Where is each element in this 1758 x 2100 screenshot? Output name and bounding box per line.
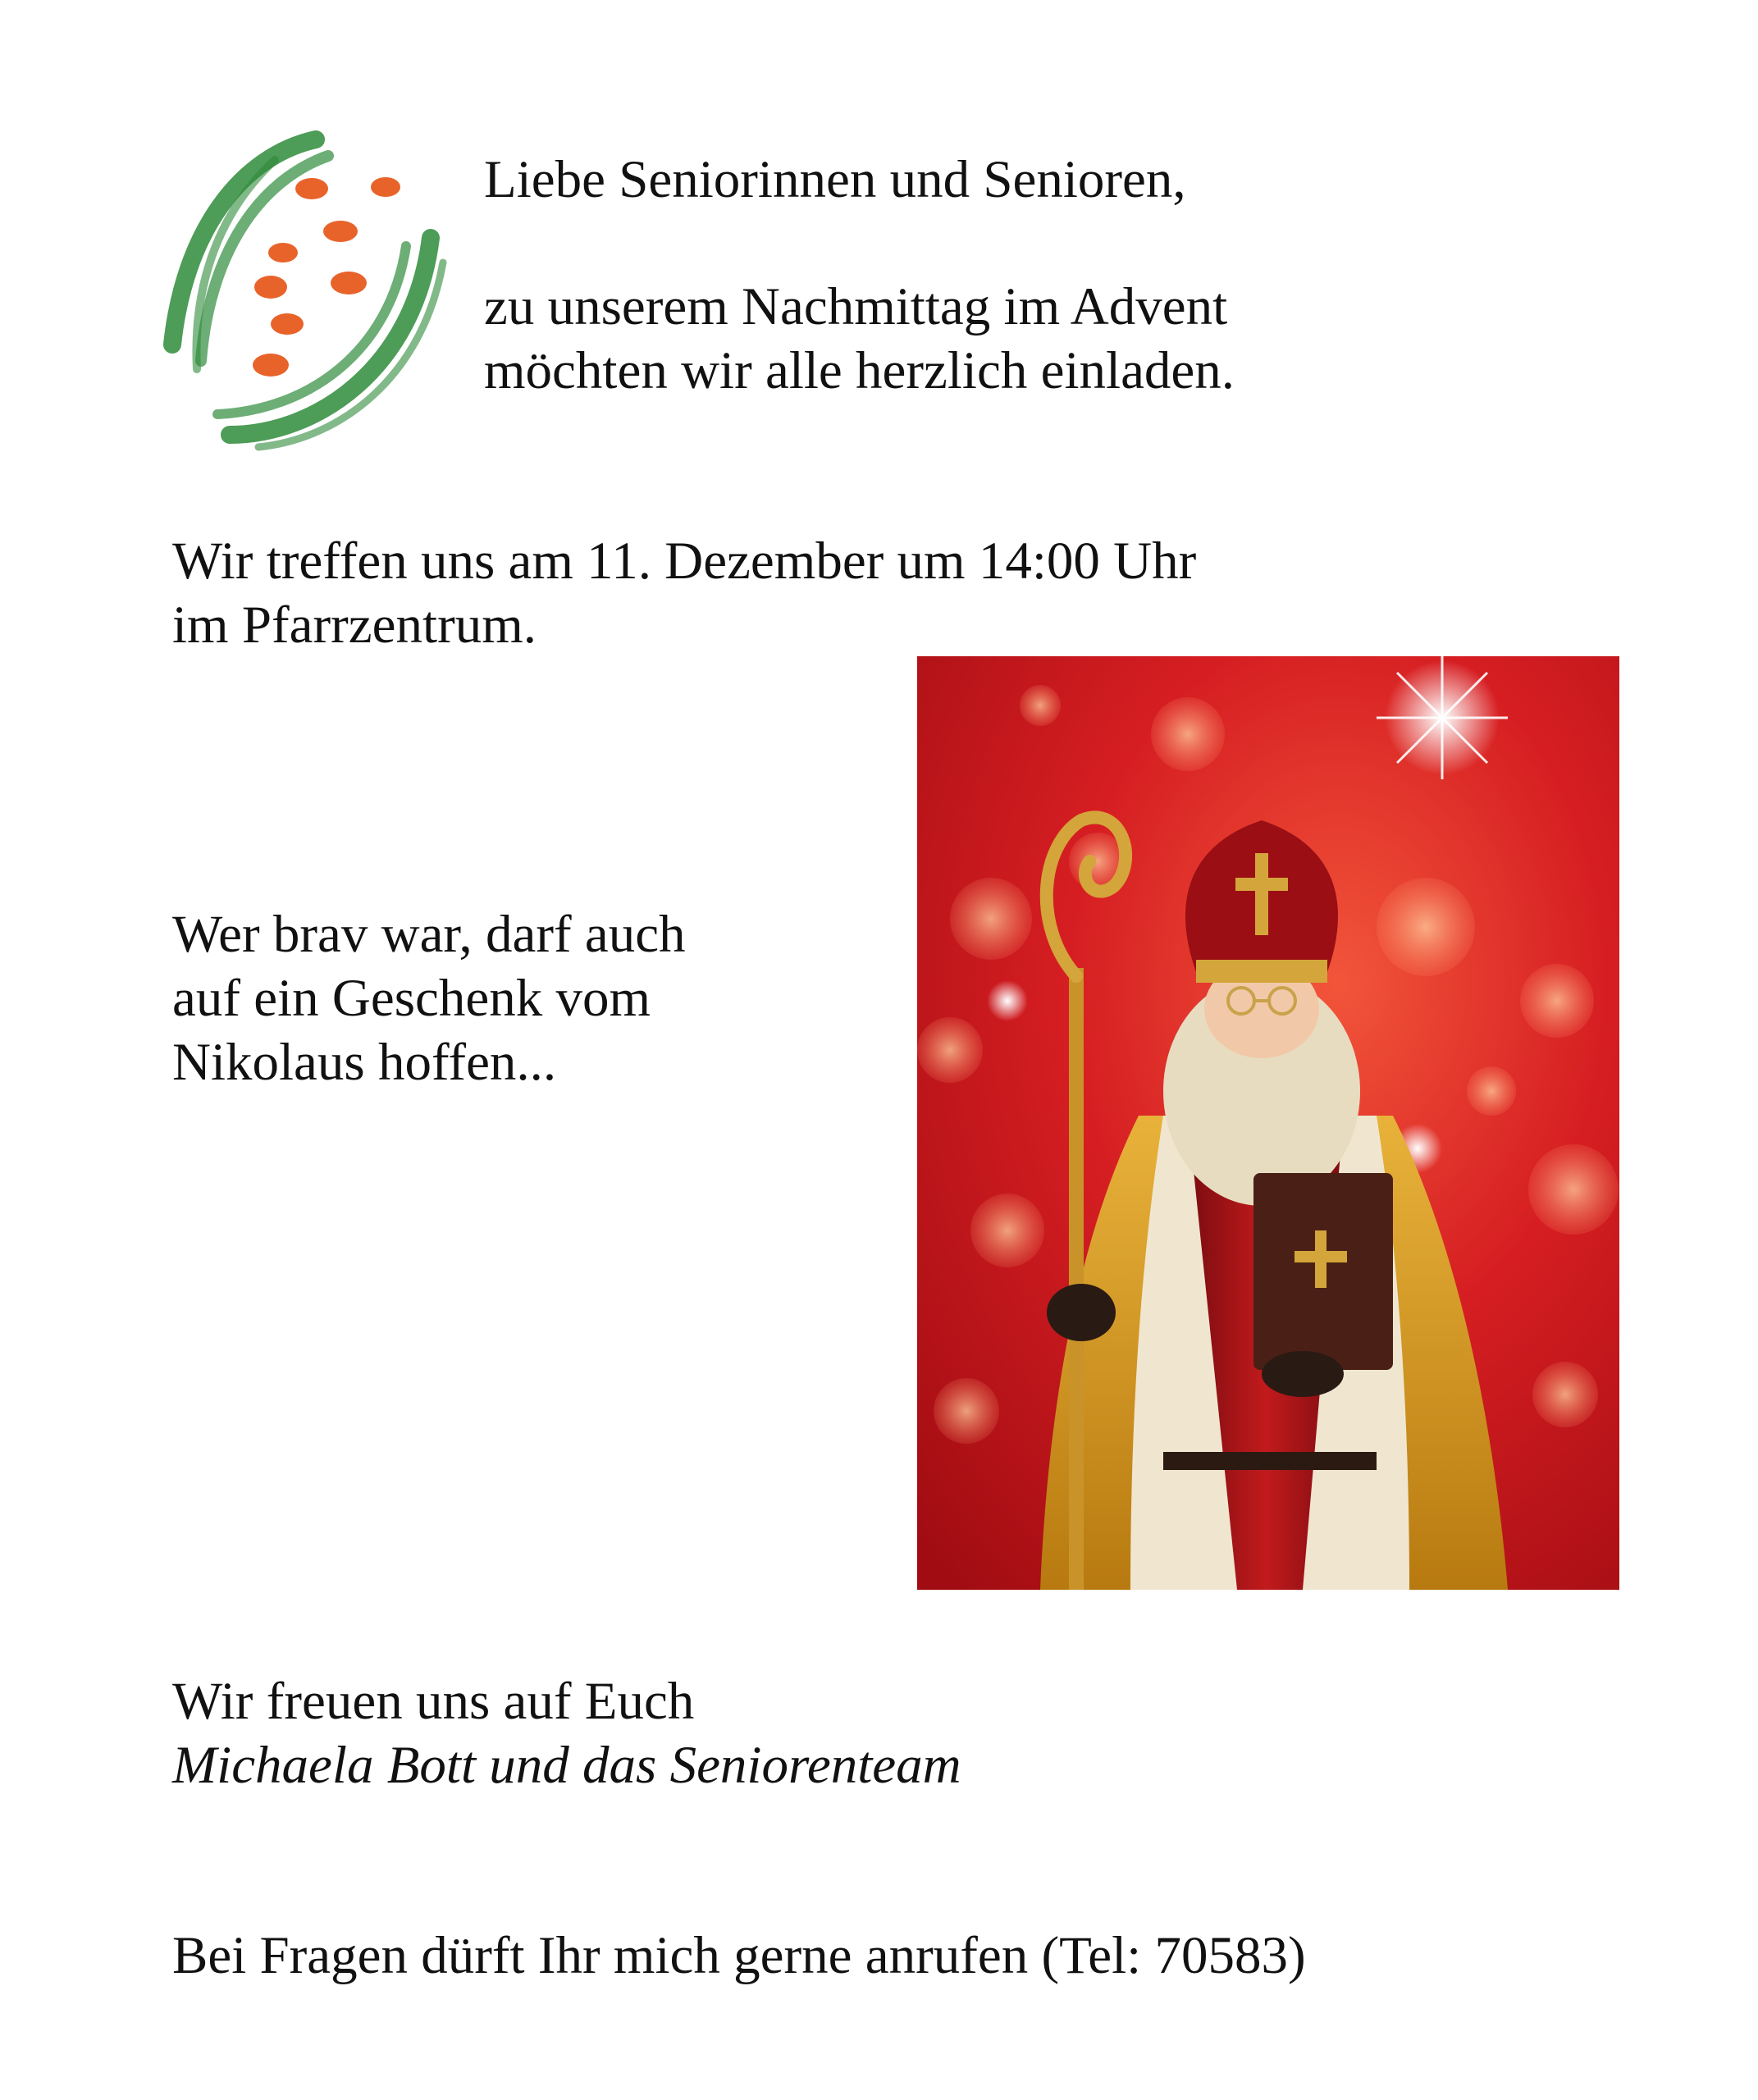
saint-nicholas-figure-icon [917,656,1619,1590]
parish-logo-icon [152,123,455,455]
invitation-line-2: möchten wir alle herzlich einladen. [484,341,1235,400]
contact-line: Bei Fragen dürft Ihr mich gerne anrufen (Tel: 70583) [172,1926,1306,1985]
gift-note-line-1: Wer brav war, darf auch [172,905,686,964]
gift-note-line-2: auf ein Geschenk vom [172,969,651,1028]
signature: Michaela Bott und das Seniorenteam [172,1736,961,1795]
meeting-date-line: Wir treffen uns am 11. Dezember um 14:00 Uhr [172,532,1197,591]
meeting-location-line: im Pfarrzentrum. [172,596,537,655]
saint-nicholas-image [917,656,1619,1590]
closing-line: Wir freuen uns auf Euch [172,1672,695,1731]
invitation-line-1: zu unserem Nachmittag im Advent [484,277,1228,336]
greeting-heading: Liebe Seniorinnen und Senioren, [484,150,1186,209]
gift-note-line-3: Nikolaus hoffen... [172,1033,557,1092]
